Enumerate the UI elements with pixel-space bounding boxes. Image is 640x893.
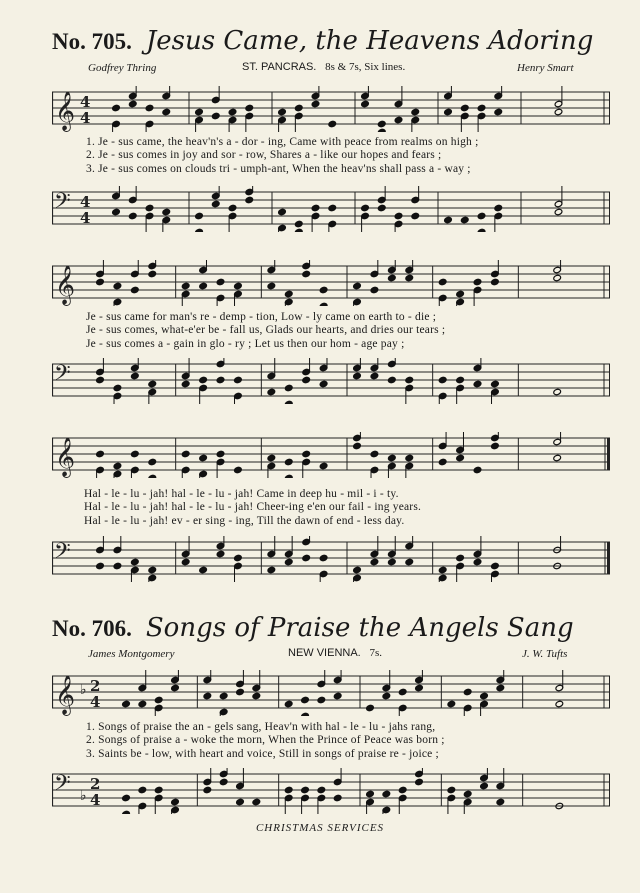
note-head <box>113 384 122 391</box>
note-head <box>370 450 379 457</box>
note-head <box>328 120 337 127</box>
note-head <box>181 558 190 565</box>
treble-clef-icon: 𝄞 <box>55 675 76 715</box>
hymn-author: Godfrey Thring <box>88 62 157 74</box>
note-head <box>181 380 190 387</box>
note-head <box>473 466 482 473</box>
tune-name: NEW VIENNA. <box>288 647 361 659</box>
note-head <box>203 692 212 699</box>
note-head <box>491 380 500 387</box>
lyric-line: Hal - le - lu - jah! hal - le - lu - jah! Cheer-ing e'en our fail - ing years. <box>84 501 422 514</box>
note-head <box>353 442 362 449</box>
tune-name: ST. PANCRAS. <box>242 61 317 73</box>
note-head <box>96 450 105 457</box>
note-head <box>319 302 328 306</box>
note-head <box>553 388 562 395</box>
time-signature-bottom: 4 <box>90 693 101 711</box>
note-head <box>199 282 208 289</box>
note-head <box>294 228 303 232</box>
meter: 8s & 7s, Six lines. <box>325 61 406 73</box>
staff-system-4-bass <box>52 768 610 814</box>
treble-clef-icon: 𝄞 <box>55 265 76 305</box>
note-head <box>388 274 397 281</box>
time-signature-top: 4 <box>80 193 91 211</box>
note-head <box>494 108 503 115</box>
note-head <box>361 204 370 211</box>
lyric-line: 2. Songs of praise a - woke the morn, When the Prince of Peace was born ; <box>86 734 445 747</box>
lyrics-block-3 <box>52 488 610 528</box>
note-head <box>234 282 243 289</box>
note-head <box>366 704 375 711</box>
note-head <box>148 380 157 387</box>
hymn-composer: J. W. Tufts <box>522 648 568 660</box>
note-head <box>411 108 420 115</box>
note-head <box>319 554 328 561</box>
note-head <box>284 558 293 565</box>
note-head <box>284 458 293 465</box>
bass-clef-icon: 𝄢 <box>54 771 71 801</box>
note-head <box>236 798 245 805</box>
note-head <box>554 108 563 115</box>
note-head <box>181 450 190 457</box>
note-head <box>122 810 131 814</box>
note-head <box>301 712 310 716</box>
note-head <box>195 228 204 232</box>
hymn-705-heading <box>52 26 593 56</box>
note-head <box>294 220 303 227</box>
note-head <box>317 696 326 703</box>
bass-clef-icon: 𝄢 <box>54 189 71 219</box>
note-head <box>333 794 342 801</box>
note-head <box>555 700 564 707</box>
note-head <box>456 454 465 461</box>
note-head <box>491 278 500 285</box>
note-head <box>294 104 303 111</box>
note-head <box>377 120 386 127</box>
note-head <box>228 108 237 115</box>
note-head <box>148 270 157 277</box>
note-head <box>245 196 254 203</box>
note-head <box>366 790 375 797</box>
note-head <box>252 798 261 805</box>
note-head <box>477 104 486 111</box>
note-head <box>113 282 122 289</box>
note-head <box>148 474 157 478</box>
note-head <box>216 450 225 457</box>
note-head <box>415 684 424 691</box>
bass-clef-icon: 𝄢 <box>54 539 71 569</box>
note-head <box>496 684 505 691</box>
note-head <box>496 798 505 805</box>
note-head <box>284 786 293 793</box>
note-head <box>267 388 276 395</box>
note-head <box>122 700 131 707</box>
note-head <box>491 442 500 449</box>
note-head <box>553 454 562 461</box>
note-head <box>245 104 254 111</box>
note-head <box>228 204 237 211</box>
note-head <box>267 282 276 289</box>
note-head <box>328 204 337 211</box>
note-head <box>211 112 220 119</box>
note-head <box>317 786 326 793</box>
lyrics-block-1 <box>52 136 610 176</box>
note-head <box>438 376 447 383</box>
note-head <box>377 128 386 132</box>
lyrics-block-4 <box>52 721 610 761</box>
note-head <box>252 692 261 699</box>
note-head <box>494 204 503 211</box>
note-head <box>319 286 328 293</box>
note-head <box>284 400 293 404</box>
note-head <box>219 778 228 785</box>
note-head <box>278 208 287 215</box>
lyric-line: Je - sus comes, what-e'er be - fall us, Glads our hearts, and dries our tears ; <box>86 324 446 337</box>
hymn-tune-line <box>288 647 382 659</box>
lyric-line: Je - sus came for man's re - demp - tion, Low - ly came on earth to - die ; <box>86 311 437 323</box>
time-signature-bottom: 4 <box>80 209 91 227</box>
note-head <box>377 204 386 211</box>
note-head <box>199 376 208 383</box>
note-head <box>181 282 190 289</box>
note-head <box>405 274 414 281</box>
note-head <box>388 558 397 565</box>
note-head <box>216 278 225 285</box>
note-head <box>154 696 163 703</box>
time-signature-top: 4 <box>80 93 91 111</box>
lyric-line: 3. Saints be - low, with heart and voice, Still in songs of praise re - joice ; <box>86 747 439 760</box>
note-head <box>473 278 482 285</box>
flat-icon: ♭ <box>80 788 87 804</box>
hymn-706-heading <box>52 613 574 643</box>
note-head <box>112 104 121 111</box>
note-head <box>460 104 469 111</box>
note-head <box>353 566 362 573</box>
lyrics-block-2 <box>52 311 610 351</box>
staff-system-3-treble <box>52 432 610 478</box>
note-head <box>203 786 212 793</box>
note-head <box>438 458 447 465</box>
note-head <box>394 212 403 219</box>
note-head <box>353 372 362 379</box>
note-head <box>388 454 397 461</box>
note-head <box>411 212 420 219</box>
note-head <box>162 108 171 115</box>
note-head <box>333 692 342 699</box>
note-head <box>302 554 311 561</box>
note-head <box>438 278 447 285</box>
note-head <box>96 376 105 383</box>
note-head <box>112 208 121 215</box>
note-head <box>554 208 563 215</box>
note-head <box>456 376 465 383</box>
staff-system-3-bass <box>52 536 610 582</box>
note-head <box>113 462 122 469</box>
note-head <box>473 380 482 387</box>
note-head <box>388 376 397 383</box>
note-head <box>195 108 204 115</box>
note-head <box>405 558 414 565</box>
note-head <box>370 286 379 293</box>
lyric-line: Hal - le - lu - jah! ev - er sing - ing, Till the dawn of end - less day. <box>84 514 405 527</box>
note-head <box>460 216 469 223</box>
note-head <box>219 692 228 699</box>
note-head <box>473 558 482 565</box>
lyric-line: 1. Je - sus came, the heav'n's a - dor - ing, Came with peace from realms on high ; <box>86 136 479 148</box>
note-head <box>447 700 456 707</box>
note-head <box>415 778 424 785</box>
note-head <box>128 100 137 107</box>
staff-system-2-bass <box>52 358 610 404</box>
lyric-line: 1. Songs of praise the an - gels sang, Heav'n with hal - le - lu - jahs rang, <box>86 721 436 733</box>
note-head <box>319 462 328 469</box>
treble-clef-icon: 𝄞 <box>55 437 76 477</box>
staff-system-1-treble <box>52 86 610 132</box>
hymn-author: James Montgomery <box>88 648 175 660</box>
note-head <box>131 450 140 457</box>
note-head <box>199 566 208 573</box>
staff-system-2-treble <box>52 260 610 306</box>
hymn-number: No. 705. <box>52 29 132 54</box>
note-head <box>131 286 140 293</box>
note-head <box>463 688 472 695</box>
lyric-line: Hal - le - lu - jah! hal - le - lu - jah! Came in deep hu - mil - i - ty. <box>84 488 399 500</box>
note-head <box>171 798 180 805</box>
hymn-title: Jesus Came, the Heavens Adoring <box>145 26 594 56</box>
note-head <box>480 782 489 789</box>
staff-system-4-treble <box>52 670 610 716</box>
note-head <box>284 700 293 707</box>
note-head <box>199 454 208 461</box>
note-head <box>405 454 414 461</box>
note-head <box>236 688 245 695</box>
note-head <box>148 566 157 573</box>
note-head <box>382 692 391 699</box>
hymn-number: No. 706. <box>52 616 132 641</box>
note-head <box>234 376 243 383</box>
note-head <box>138 700 147 707</box>
note-head <box>444 108 453 115</box>
staff-system-1-bass <box>52 186 610 232</box>
note-head <box>311 204 320 211</box>
meter: 7s. <box>369 647 383 659</box>
note-head <box>138 786 147 793</box>
note-head <box>301 786 310 793</box>
note-head <box>438 566 447 573</box>
note-head <box>480 692 489 699</box>
note-head <box>128 212 137 219</box>
note-head <box>302 270 311 277</box>
note-head <box>491 562 500 569</box>
note-head <box>267 566 276 573</box>
time-signature-bottom: 4 <box>90 791 101 809</box>
note-head <box>447 786 456 793</box>
note-head <box>301 696 310 703</box>
note-head <box>131 372 140 379</box>
note-head <box>284 474 293 478</box>
note-head <box>398 688 407 695</box>
note-head <box>370 372 379 379</box>
note-head <box>234 554 243 561</box>
note-head <box>394 116 403 123</box>
note-head <box>96 562 105 569</box>
note-head <box>162 208 171 215</box>
bass-clef-icon: 𝄢 <box>54 361 71 391</box>
lyric-line: Je - sus comes a - gain in glo - ry ; Let us then our hom - age pay ; <box>86 337 405 350</box>
note-head <box>477 212 486 219</box>
note-head <box>154 786 163 793</box>
note-head <box>211 200 220 207</box>
note-head <box>195 212 204 219</box>
note-head <box>278 108 287 115</box>
note-head <box>216 550 225 557</box>
time-signature-top: 2 <box>90 677 101 695</box>
note-head <box>302 376 311 383</box>
note-head <box>311 100 320 107</box>
note-head <box>456 554 465 561</box>
note-head <box>382 790 391 797</box>
flat-icon: ♭ <box>80 682 87 698</box>
note-head <box>284 290 293 297</box>
note-head <box>463 790 472 797</box>
lyric-line: 2. Je - sus comes in joy and sor - row, Shares a - like our hopes and fears ; <box>86 149 442 162</box>
note-head <box>405 376 414 383</box>
hymn-title: Songs of Praise the Angels Sang <box>145 613 574 643</box>
note-head <box>353 282 362 289</box>
note-head <box>361 100 370 107</box>
note-head <box>284 384 293 391</box>
page-footer: CHRISTMAS SERVICES <box>255 822 385 834</box>
note-head <box>234 466 243 473</box>
note-head <box>131 558 140 565</box>
note-head <box>319 380 328 387</box>
note-head <box>553 274 562 281</box>
note-head <box>148 458 157 465</box>
note-head <box>96 278 105 285</box>
note-head <box>398 786 407 793</box>
treble-clef-icon: 𝄞 <box>55 91 76 131</box>
note-head <box>145 204 154 211</box>
time-signature-top: 2 <box>90 775 101 793</box>
note-head <box>444 216 453 223</box>
note-head <box>113 562 122 569</box>
lyric-line: 3. Je - sus comes on clouds tri - umph-ant, When the heav'ns shall pass a - way ; <box>86 162 471 175</box>
hymn-composer: Henry Smart <box>517 62 574 74</box>
time-signature-bottom: 4 <box>80 109 91 127</box>
note-head <box>216 376 225 383</box>
hymn-tune-line <box>242 61 405 73</box>
note-head <box>477 228 486 232</box>
note-head <box>122 794 131 801</box>
note-head <box>145 104 154 111</box>
note-head <box>267 454 276 461</box>
note-head <box>171 684 180 691</box>
note-head <box>370 558 379 565</box>
note-head <box>302 450 311 457</box>
note-head <box>456 290 465 297</box>
